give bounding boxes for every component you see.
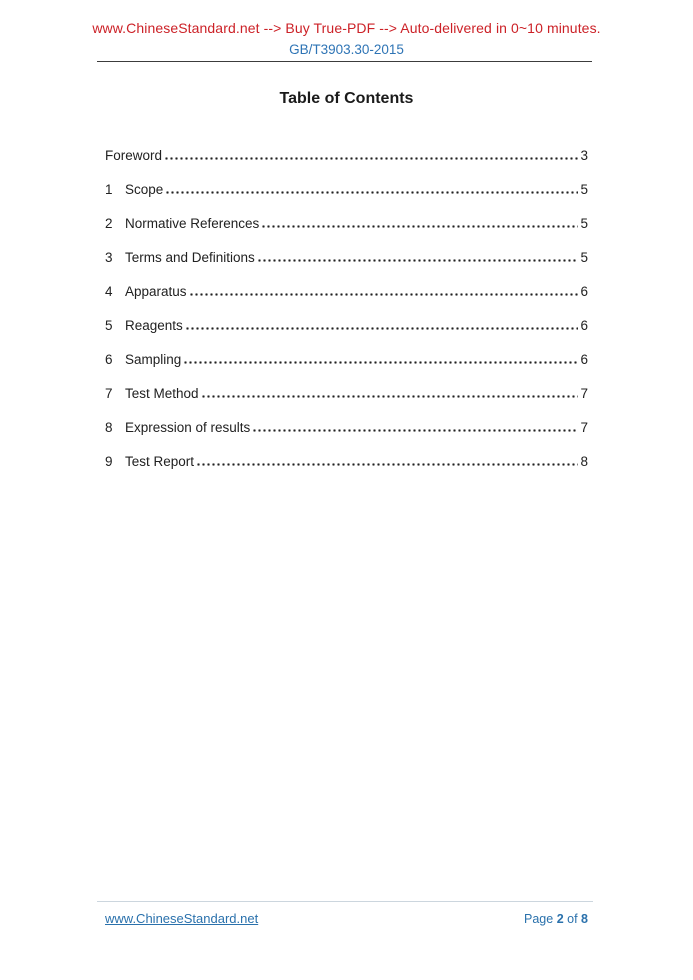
toc-entry-number: 5 [105,318,113,333]
toc-entry-page: 5 [580,216,588,231]
dot-leader [257,259,579,262]
toc-entry-label: Normative References [125,216,260,231]
toc-entry-label: Test Report [125,454,195,469]
dot-leader [164,157,578,160]
toc-entry-label: Sampling [125,352,182,367]
website-link[interactable]: www.ChineseStandard.net [105,911,259,926]
toc-list [105,148,588,474]
dot-leader [196,463,578,466]
dot-leader [165,191,578,194]
page-title: Table of Contents [279,90,414,107]
toc-entry-page: 7 [580,386,588,401]
toc-entry [105,352,588,372]
toc-entry [105,148,588,168]
toc-entry [105,182,588,202]
page-indicator-of: of [567,912,578,926]
toc-entry-page: 3 [580,148,588,163]
toc-entry [105,284,588,304]
toc-entry [105,250,588,270]
dot-leader [189,293,579,296]
dot-leader [185,327,579,330]
toc-entry-page: 6 [580,318,588,333]
toc-entry-label: Test Method [125,386,199,401]
page-indicator-total: 8 [581,912,588,926]
toc-entry-page: 6 [580,352,588,367]
page-indicator [524,912,588,926]
toc-entry-label: Scope [125,182,164,197]
header-divider [97,61,592,62]
toc-entry-label: Expression of results [125,420,251,435]
toc-entry-label: Foreword [105,148,163,163]
toc-entry-number: 1 [105,182,113,197]
page-header [0,0,693,62]
toc-entry [105,386,588,406]
toc-entry [105,420,588,440]
toc-entry-page: 5 [580,182,588,197]
toc-entry-page: 8 [580,454,588,469]
dot-leader [183,361,578,364]
footer-divider [97,901,593,902]
toc-entry-label: Terms and Definitions [125,250,255,265]
dot-leader [201,395,579,398]
toc-entry-label: Apparatus [125,284,187,299]
dot-leader [252,429,578,432]
promo-banner: www.ChineseStandard.net --> Buy True-PDF --> Auto-delivered in 0~10 minutes. [92,20,601,36]
toc-entry [105,216,588,236]
footer-row [105,911,588,926]
toc-entry-number: 8 [105,420,113,435]
standard-number: GB/T3903.30-2015 [289,42,404,57]
toc-entry-page: 7 [580,420,588,435]
toc-entry-number: 9 [105,454,113,469]
page-indicator-prefix: Page [524,912,554,926]
toc-entry-label: Reagents [125,318,183,333]
toc-entry [105,454,588,474]
toc-entry-number: 3 [105,250,113,265]
toc-entry-number: 4 [105,284,113,299]
toc-entry [105,318,588,338]
toc-entry-number: 2 [105,216,113,231]
page-footer [0,901,693,926]
toc-entry-number: 7 [105,386,113,401]
page-indicator-current: 2 [556,912,564,926]
toc-entry-number: 6 [105,352,113,367]
toc-entry-page: 6 [580,284,588,299]
toc-entry-page: 5 [580,250,588,265]
dot-leader [261,225,578,228]
